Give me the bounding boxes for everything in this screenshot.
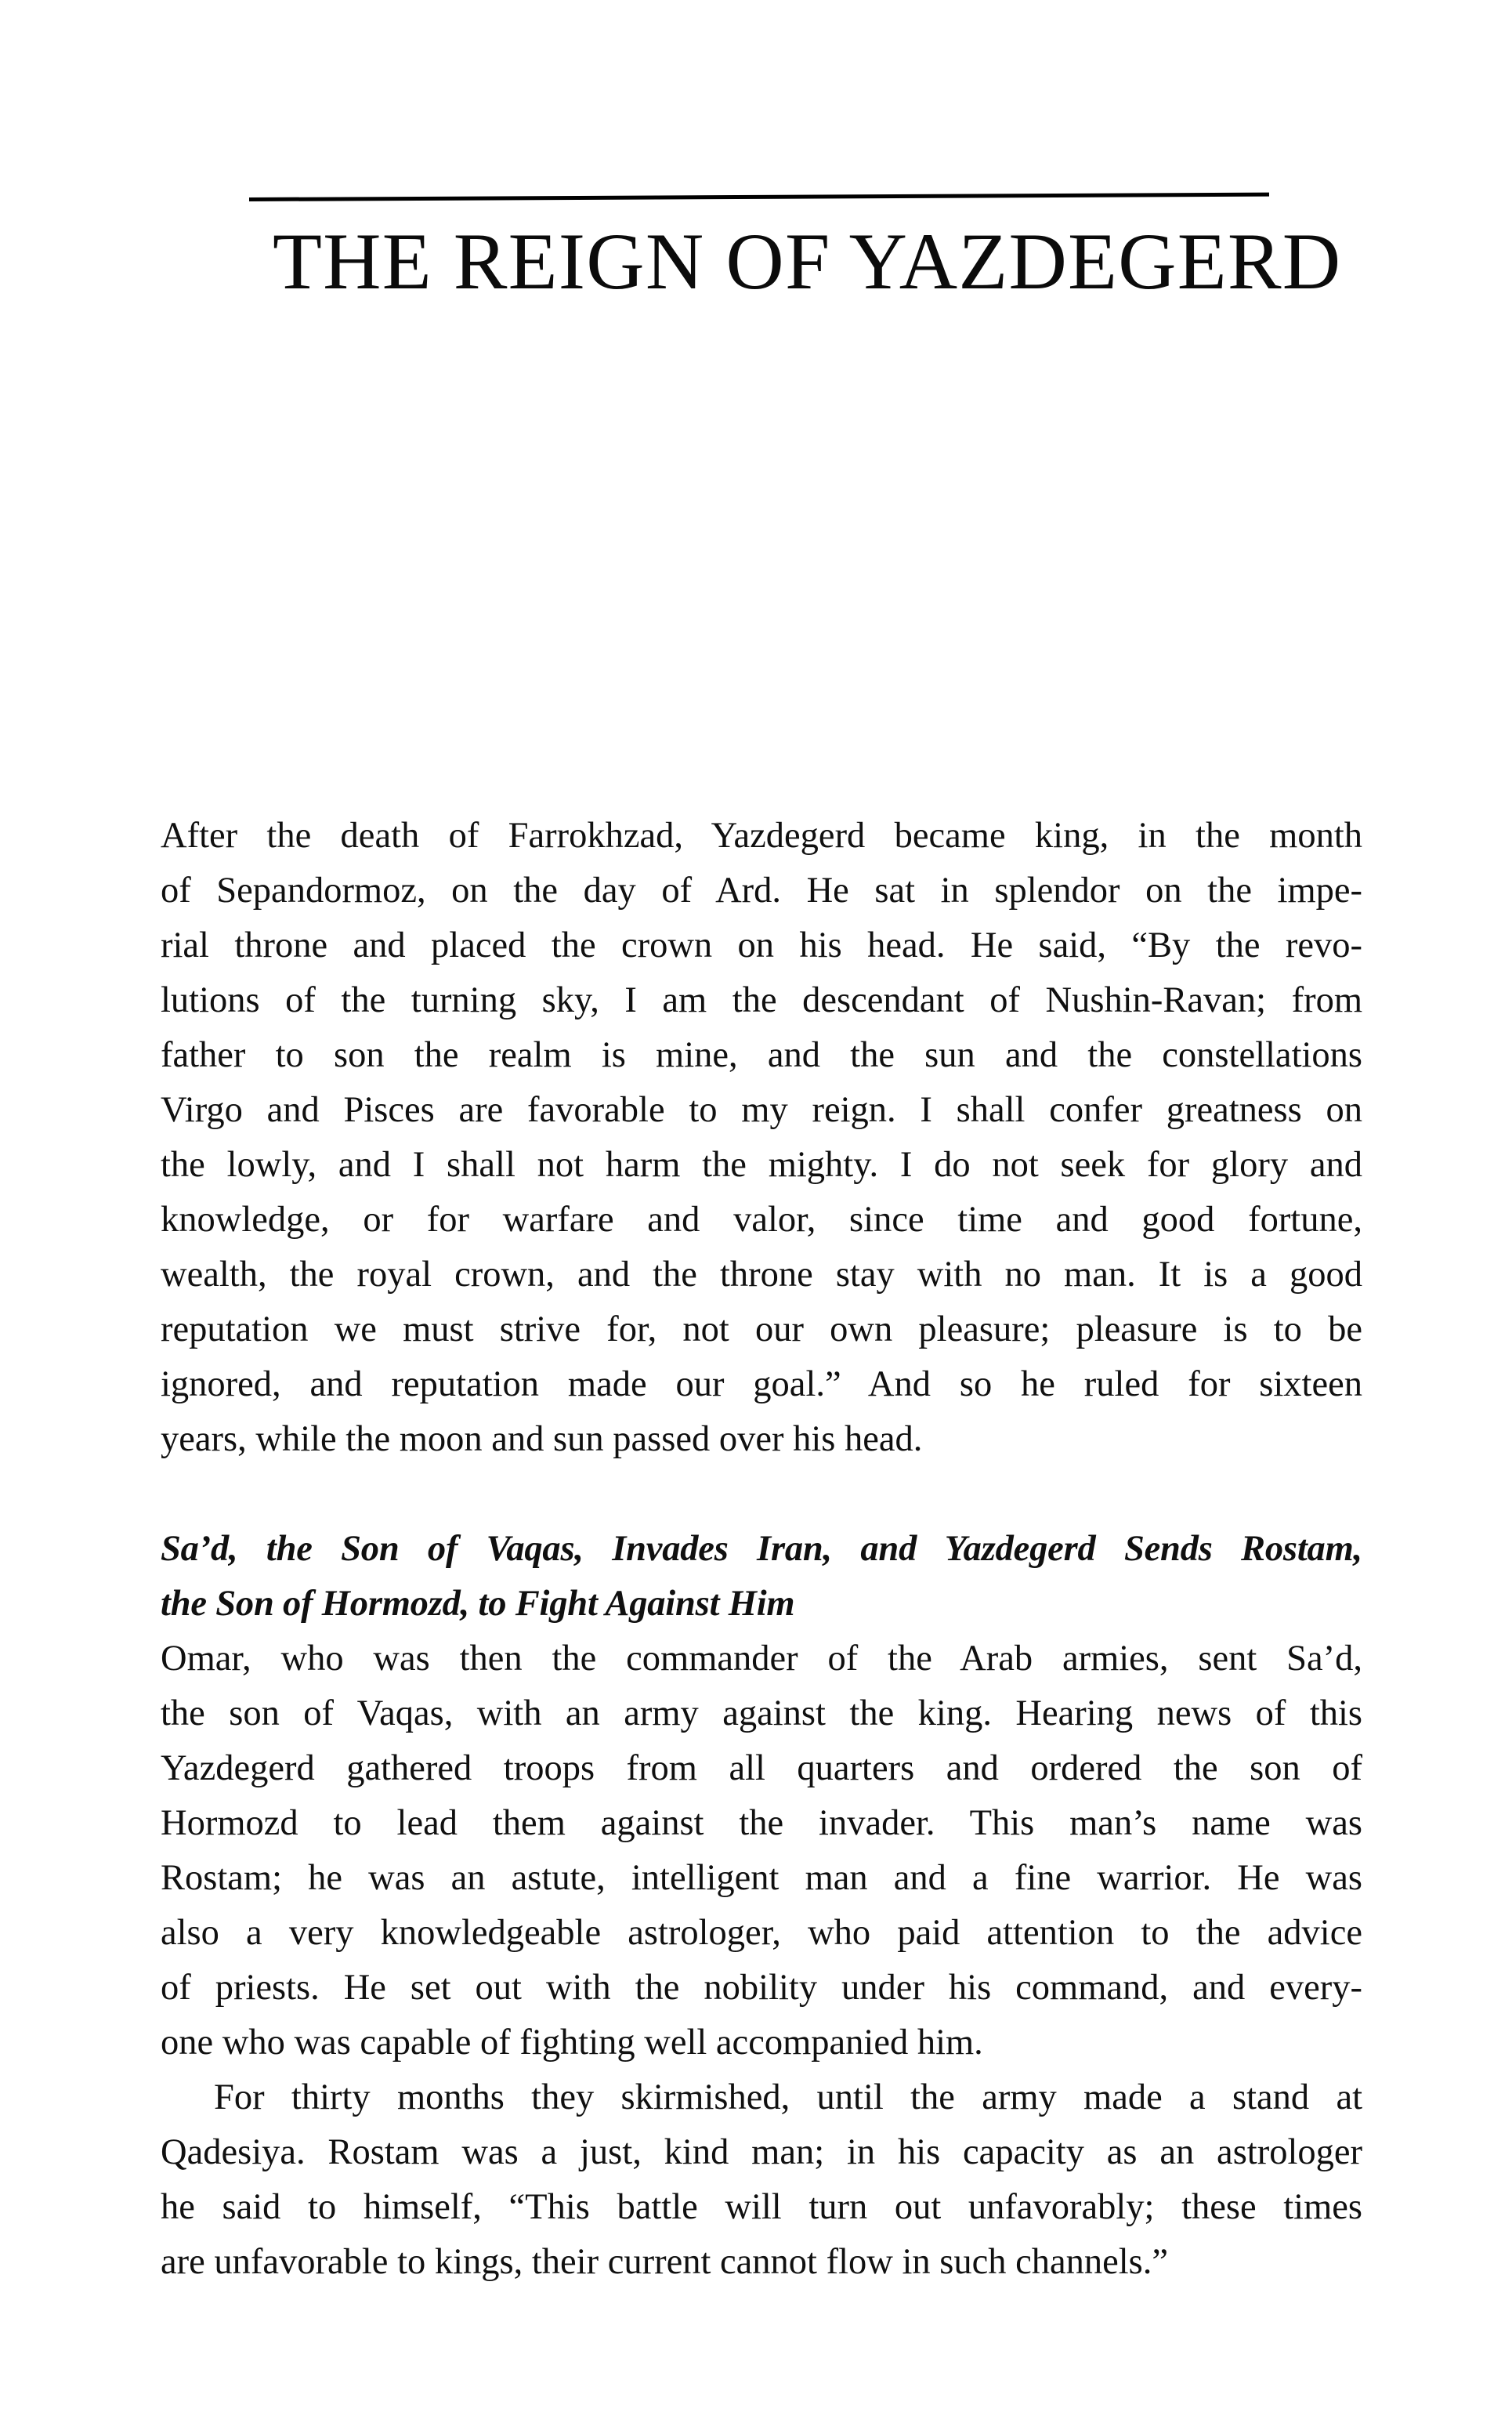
page-title: THE REIGN OF YAZDEGERD — [273, 217, 1342, 306]
text-line: Omar, who was then the commander of the Arab armies, sent Sa’d, — [161, 1639, 1362, 1679]
text-line-indented — [161, 2070, 1362, 2125]
body-text-column — [161, 809, 1362, 2290]
subheading-line: the Son of Hormozd, to Fight Against Him — [161, 1584, 795, 1624]
text-line: of Sepandormoz, on the day of Ard. He sat in splendor on the impe- — [161, 871, 1362, 911]
paragraph-one — [161, 809, 1362, 1467]
chapter-header — [249, 197, 1342, 306]
chapter-rule — [249, 193, 1269, 201]
text-line: one who was capable of fighting well accompanied him. — [161, 2023, 983, 2063]
text-line: the lowly, and I shall not harm the mighty. I do not seek for glory and — [161, 1145, 1362, 1185]
text-line: also a very knowledgeable astrologer, who paid attention to the advice — [161, 1913, 1362, 1953]
text-line: For thirty months they skirmished, until the army made a stand at — [214, 2077, 1362, 2117]
text-line: are unfavorable to kings, their current cannot flow in such channels.” — [161, 2242, 1169, 2282]
text-line: father to son the realm is mine, and the sun and the constellations — [161, 1035, 1362, 1075]
text-line: Hormozd to lead them against the invader. This man’s name was — [161, 1803, 1362, 1843]
subheading-line: Sa’d, the Son of Vaqas, Invades Iran, and Yazdegerd Sends Rostam, — [161, 1529, 1362, 1569]
text-line: years, while the moon and sun passed over his head. — [161, 1419, 923, 1459]
text-line: Rostam; he was an astute, intelligent man and a fine warrior. He was — [161, 1858, 1362, 1898]
text-line: wealth, the royal crown, and the throne stay with no man. It is a good — [161, 1255, 1362, 1295]
text-line: Yazdegerd gathered troops from all quarters and ordered the son of — [161, 1748, 1362, 1788]
text-line: After the death of Farrokhzad, Yazdegerd became king, in the month — [161, 816, 1362, 856]
text-line: knowledge, or for warfare and valor, since time and good fortune, — [161, 1200, 1362, 1240]
paragraph-three — [161, 2070, 1362, 2290]
text-line: reputation we must strive for, not our own pleasure; pleasure is to be — [161, 1309, 1362, 1349]
text-line: he said to himself, “This battle will turn out unfavorably; these times — [161, 2187, 1362, 2227]
text-line: the son of Vaqas, with an army against the king. Hearing news of this — [161, 1693, 1362, 1733]
paragraph-spacer — [161, 1467, 1362, 1522]
paragraph-two — [161, 1632, 1362, 2070]
text-line: ignored, and reputation made our goal.” And so he ruled for sixteen — [161, 1364, 1362, 1404]
text-line: Virgo and Pisces are favorable to my reign. I shall confer greatness on — [161, 1090, 1362, 1130]
text-line: rial throne and placed the crown on his head. He said, “By the revo- — [161, 925, 1362, 965]
section-subheading — [161, 1522, 1362, 1632]
text-line: lutions of the turning sky, I am the descendant of Nushin-Ravan; from — [161, 980, 1362, 1020]
text-line: Qadesiya. Rostam was a just, kind man; in his capacity as an astrologer — [161, 2132, 1362, 2172]
text-line: of priests. He set out with the nobility under his command, and every- — [161, 1968, 1362, 2008]
